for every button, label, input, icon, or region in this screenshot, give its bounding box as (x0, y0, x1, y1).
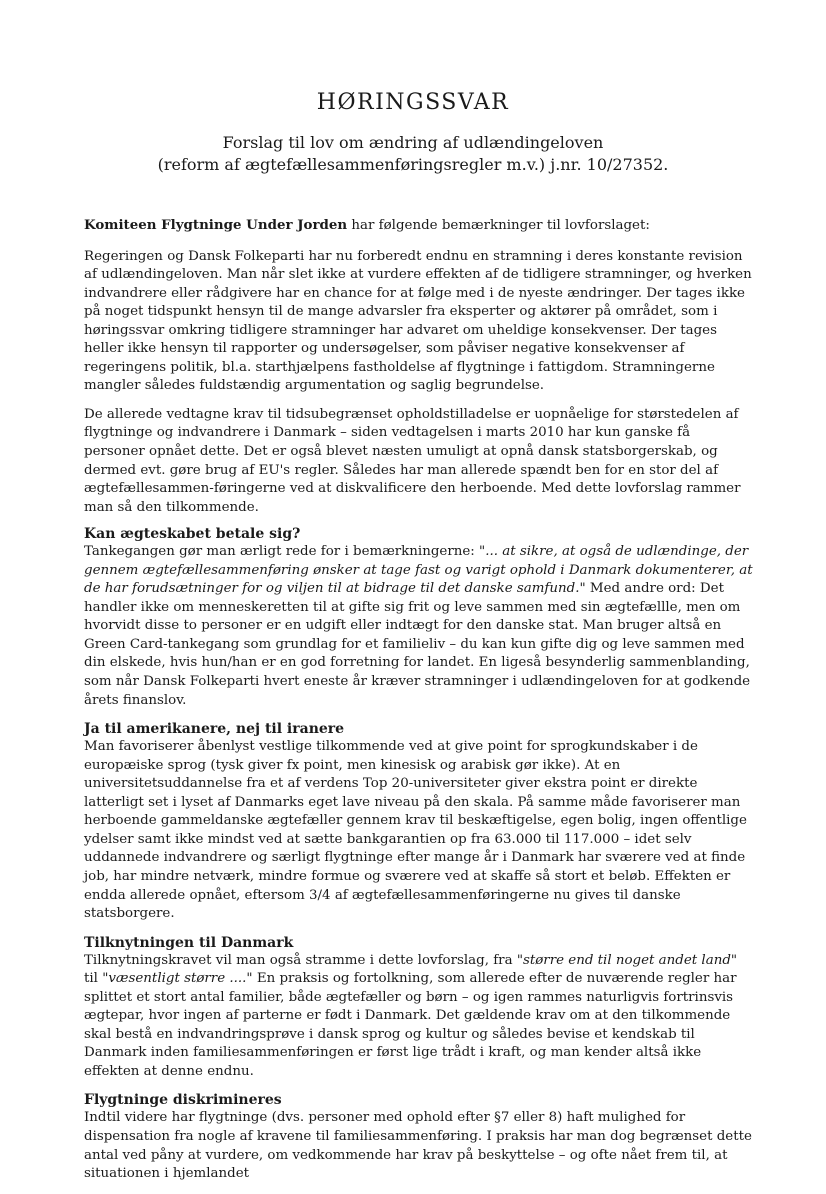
section-heading: Ja til amerikanere, nej til iranere (84, 721, 345, 738)
section-text: Indtil videre har flygtninge (dvs. personer med ophold efter §7 eller 8) haft mulighed for dispensation fra nogle af kravene til familiesammenføring. I praksis har man dog begrænset dette antal ved påny at vurdere, om vedkommende har krav på beskyttelse – og ofte nået frem til, at situationen i hjemlandet (84, 1110, 752, 1182)
intro-line (84, 216, 754, 236)
section-text (84, 952, 754, 1082)
text-part: Tilknytningskravet vil man også stramme i dette lovforslag, fra (84, 952, 517, 968)
section-heading: Kan ægteskabet betale sig? (84, 526, 301, 543)
quote-text: "væsentligt større ...." (102, 971, 253, 987)
organization-name: Komiteen Flygtninge Under Jorden (84, 217, 348, 233)
section-text (84, 543, 754, 710)
text-part: til (84, 971, 103, 987)
subtitle-line-1: Forslag til lov om ændring af udlændingeloven (222, 133, 604, 152)
quote-text: "... at sikre, at også de udlændinge, der gennem ægtefællesammenføring ønsker at tage fast og varigt ophold i Danmark dokumenterer, at de har forudsætninger for og viljen til at bidrage til det danske samfund." (84, 544, 753, 597)
section-heading: Flygtninge diskrimineres (84, 1092, 282, 1109)
text-part: En praksis og fortolkning, som allerede efter de nuværende regler har splittet et stort antal familier, både ægtefæller og børn – og igen rammes naturligvis fortrinsvis ægtepar, hvor ingen af parterne er født i Danmark. Det gældende krav om at den tilkommende skal bestå en indvandringsprøve i dansk sprog og kultur og således bevise et kendskab til Danmark inden familiesammenføringen er først lige trådt i kraft, og man kender altså ikke effekten at denne endnu. (84, 971, 737, 1079)
intro-text: har følgende bemærkninger til lovforslaget: (347, 218, 650, 233)
section-refugees (84, 1091, 754, 1183)
text-part: Tankegangen gør man ærligt rede for i bemærkningerne: (84, 544, 480, 560)
subtitle-line-2: (reform af ægtefællesammenføringsregler m.v.) j.nr. 10/27352. (157, 155, 669, 174)
section-text: Man favoriserer åbenlyst vestlige tilkommende ved at give point for sprogkundskaber i de europæiske sprog (tysk giver fx point, men kinesisk og arabisk gør ikke). At en universitetsuddannelse fra et af verdens Top 20-universiteter giver ekstra point er direkte latterligt set i lyset af Danmarks eget lave niveau på den skala. På samme måde favoriserer man herboende gammeldanske ægtefæller gennem krav til beskæftigelse, egen bolig, ingen offentlige ydelser samt ikke mindst ved at sætte bankgarantien op fra 63.000 til 117.000 – idet selv uddannede indvandrere og særligt flygtninge efter mange år i Danmark har sværere ved at finde job, har mindre netværk, mindre formue og sværere ved at skaffe så stort et beløb. Effekten er endda allerede opnået, eftersom 3/4 af ægtefællesammenføringerne nu gives til danske statsborgere. (84, 739, 747, 922)
document-title: HØRINGSSVAR (316, 90, 510, 115)
paragraph-2: De allerede vedtagne krav til tidsubegrænset opholdstilladelse er uopnåelige for størstedelen af flygtninge og indvandrere i Danmark – siden vedtagelsen i marts 2010 har kun ganske få personer opnået dette. Det er også blevet næsten umuligt at opnå dansk statsborgerskab, og dermed evt. gøre brug af EU's regler. Således har man allerede spændt ben for en stor del af ægtefællesammen-føringerne ved at diskvalificere den herboende. Med dette lovforslag rammer man så den tilkommende. (84, 406, 741, 515)
text-part: Med andre ord: Det handler ikke om menneskeretten til at gifte sig frit og leve sammen med sin ægtefællle, men om hvorvidt disse to personer er en udgift eller indtægt for den danske stat. Man bruger altså en Green Card-tankegang som grundlag for et familieliv – du kan kun gifte dig og leve sammen med din elskede, hvis hun/han er en god forretning for landet. En ligeså besynderlig sammenblanding, som når Dansk Folkeparti hvert eneste år kræver stramninger i udlændingeloven for at godkende årets finanslov. (84, 581, 751, 708)
section-marriage (84, 525, 754, 710)
section-attachment (84, 934, 754, 1082)
quote-text: "større end til noget andet land" (516, 952, 738, 968)
document-body (84, 216, 754, 1194)
section-heading: Tilknytningen til Danmark (84, 934, 294, 951)
document-subtitle (0, 132, 826, 176)
paragraph-1: Regeringen og Dansk Folkeparti har nu forberedt endnu en stramning i deres konstante revision af udlændingeloven. Man når slet ikke at vurdere effekten af de tidligere stramninger, og hverken indvandrere eller rådgivere har en chance for at følge med i de nyeste ændringer. Der tages ikke på noget tidspunkt hensyn til de mange advarsler fra eksperter og aktører på området, som i høringssvar omkring tidligere stramninger har advaret om uheldige konsekvenser. Der tages heller ikke hensyn til rapporter og undersøgelser, som påviser negative konsekvenser af regeringens politik, bl.a. starthjælpens fastholdelse af flygtninge i fattigdom. Stramningerne mangler således fuldstændig argumentation og saglig begrundelse. (84, 248, 752, 394)
section-americans-iranians (84, 720, 754, 923)
